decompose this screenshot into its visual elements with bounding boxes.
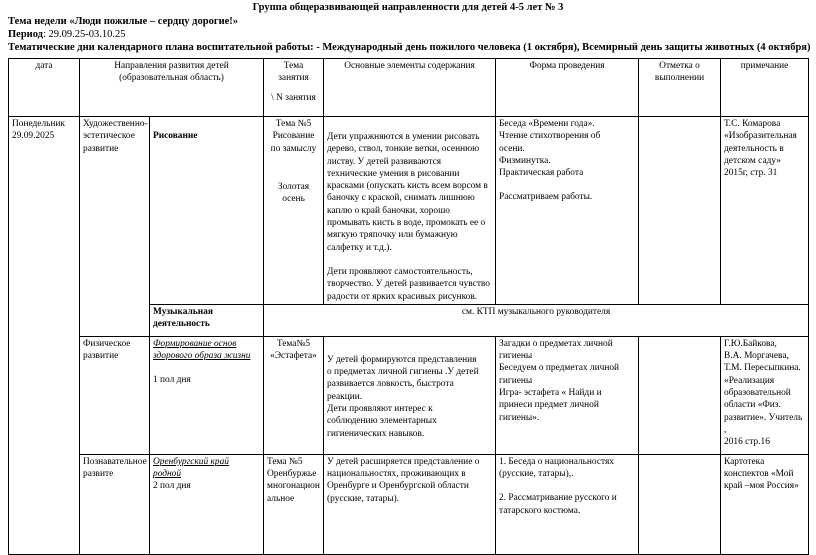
note-cog-l3: край –моя Россия» bbox=[724, 481, 799, 492]
form-art-l6: Рассматриваем работы. bbox=[499, 192, 593, 203]
form-phys-l6: принеси предмет личной bbox=[499, 400, 599, 411]
note-phys-l1: Г.Ю.Байкова, bbox=[724, 338, 777, 349]
form-art-l4: Физминутка. bbox=[499, 155, 551, 166]
activity-phys-l3: 1 пол дня bbox=[153, 375, 191, 386]
content-art-l1: Дети упражняются в умении рисовать bbox=[327, 132, 480, 142]
activity-cog-l1: Оренбургский край bbox=[153, 456, 229, 467]
form-art-l3: осени. bbox=[499, 143, 525, 154]
music-note-text: см. КТП музыкального руководителя bbox=[461, 306, 611, 317]
content-cog-l1: У детей расширяется представление о bbox=[327, 456, 480, 467]
note-cog-l1: Картотека bbox=[724, 456, 765, 467]
day-date: 29.09.2025 bbox=[12, 131, 55, 142]
row-cog bbox=[9, 454, 809, 554]
form-cog-l2: (русские, татары),. bbox=[499, 469, 574, 480]
form-cog-l4: татарского костюма. bbox=[499, 505, 581, 516]
area-phys bbox=[80, 336, 150, 454]
note-art bbox=[721, 117, 809, 305]
activity-cog-l2: родной bbox=[153, 469, 182, 480]
content-art-l13: радости от ярких красивых рисунков. bbox=[327, 291, 478, 302]
col-date-label: дата bbox=[35, 61, 53, 71]
activity-phys-l2: здорового образа жизни bbox=[153, 351, 251, 362]
note-phys-l4: «Реализация bbox=[724, 375, 775, 386]
topic-phys-l2: «Эстафета» bbox=[270, 351, 317, 362]
content-phys-l2: о предметах личной гигиены .У детей bbox=[327, 367, 479, 378]
topic-cog-l1: Тема №5 bbox=[267, 456, 303, 467]
row-art bbox=[9, 117, 809, 305]
content-phys-l7: гигиенических навыков. bbox=[327, 428, 425, 439]
form-art bbox=[496, 117, 639, 305]
form-phys-l7: гигиены». bbox=[499, 412, 540, 423]
note-phys-l3: Т.М. Пересыпкина. bbox=[724, 363, 801, 374]
col-direction-l2: (образовательная область) bbox=[119, 73, 224, 84]
form-art-l1: Беседа «Времени года». bbox=[499, 119, 595, 129]
mark-phys bbox=[639, 336, 721, 454]
col-topic bbox=[264, 59, 324, 117]
content-art-l9: мягкую тряпочку или бумажную bbox=[327, 230, 458, 241]
content-cog-l3: Оренбурге и Оренбургской области bbox=[327, 481, 469, 492]
note-art-l2: «Изобразительная bbox=[724, 131, 797, 142]
title-text: Группа общеразвивающей направленности для детей 4-5 лет № 3 bbox=[252, 2, 564, 13]
activity-phys bbox=[150, 336, 264, 454]
content-art-l6: баночку с краской, снимать лишнюю bbox=[327, 193, 475, 204]
col-topic-l3: \ N занятия bbox=[271, 92, 316, 103]
content-art bbox=[324, 117, 496, 305]
area-art-l2: эстетическое bbox=[83, 131, 135, 142]
activity-music bbox=[150, 304, 264, 336]
content-art-l7: каплю о край баночки, хорошо bbox=[327, 205, 450, 216]
week-value: «Люди пожилые – сердцу дорогие!» bbox=[69, 16, 239, 27]
activity-cog-l3: 2 пол дня bbox=[153, 481, 191, 492]
col-form bbox=[496, 59, 639, 117]
note-cog-l2: конспектов «Мой bbox=[724, 469, 794, 480]
activity-music-l1: Музыкальная bbox=[153, 306, 213, 317]
note-art-l3: деятельность в bbox=[724, 143, 784, 154]
content-art-l8: промывать кисть в воде, промокать ее о bbox=[327, 218, 486, 229]
note-phys-l8: 2016 стр.16 bbox=[724, 437, 770, 448]
topic-cog-l4: альное bbox=[267, 493, 295, 504]
note-art-l5: 2015г, стр. 31 bbox=[724, 168, 778, 179]
area-cog bbox=[80, 454, 150, 554]
themes-label: Тематические дни календарного плана воспитательной работы: bbox=[8, 42, 314, 53]
col-form-label: Форма проведения bbox=[529, 61, 605, 71]
topic-cog-l3: многонацион bbox=[267, 481, 320, 492]
content-art-l4: технические умения в рисовании bbox=[327, 168, 460, 179]
content-cog-l4: (русские, татары). bbox=[327, 493, 400, 504]
note-phys bbox=[721, 336, 809, 454]
col-note-label: примечание bbox=[740, 61, 789, 71]
page-title bbox=[0, 2, 816, 13]
activity-music-l2: деятельность bbox=[153, 319, 210, 330]
form-art-l2: Чтение стихотворения об bbox=[499, 131, 601, 142]
area-phys-l2: развитие bbox=[83, 351, 119, 362]
content-art-l10: салфетку и т.д.). bbox=[327, 242, 392, 253]
form-phys-l2: гигиены bbox=[499, 351, 533, 362]
form-phys bbox=[496, 336, 639, 454]
content-phys-l4: реакции. bbox=[327, 391, 363, 402]
topic-phys-l1: Тема№5 bbox=[276, 338, 311, 349]
topic-cog-l2: Оренбуржье bbox=[267, 469, 317, 480]
day-cell bbox=[9, 117, 80, 555]
content-art-l11: Дети проявляют самостоятельность, bbox=[327, 266, 473, 277]
activity-cog bbox=[150, 454, 264, 554]
topic-cog bbox=[264, 454, 324, 554]
content-cog bbox=[324, 454, 496, 554]
col-topic-l1: Тема bbox=[283, 61, 304, 71]
period-line bbox=[8, 29, 126, 40]
note-phys-l5: образовательной bbox=[724, 388, 791, 399]
content-art-l5: красками (опускать кисть всем ворсом в bbox=[327, 181, 488, 192]
music-note bbox=[264, 304, 809, 336]
mark-art bbox=[639, 117, 721, 305]
note-cog bbox=[721, 454, 809, 554]
form-art-l5: Практическая работа bbox=[499, 168, 584, 179]
header-row bbox=[9, 59, 809, 117]
col-mark-l2: выполнении bbox=[654, 73, 705, 84]
form-phys-l5: Игра- эстафета « Найди и bbox=[499, 388, 602, 399]
area-art-l1: Художественно- bbox=[83, 119, 148, 129]
mark-cog bbox=[639, 454, 721, 554]
content-phys-l5: Дети проявляют интерес к bbox=[327, 404, 433, 415]
col-direction-l1: Направления развития детей bbox=[114, 61, 229, 71]
form-phys-l3: Беседуем о предметах личной bbox=[499, 363, 620, 374]
note-phys-l6: области «Физ. bbox=[724, 400, 781, 411]
content-art-l12: творчество. У детей развивается чувство bbox=[327, 279, 490, 290]
activity-art-label: Рисование bbox=[153, 131, 198, 141]
content-phys-l3: развивается ловкость, быстрота bbox=[327, 379, 454, 390]
topic-art-l4: Золотая bbox=[277, 181, 310, 192]
note-phys-l7: развитие». Учитель , bbox=[724, 412, 803, 435]
activity-art bbox=[150, 117, 264, 305]
content-phys bbox=[324, 336, 496, 454]
themes-value: - Международный день пожилого человека (1 октября), Всемирный день защиты животных (4 октября) bbox=[313, 42, 811, 53]
note-art-l1: Т.С. Комарова bbox=[724, 119, 781, 129]
form-cog-l3: 2. Рассматривание русского и bbox=[499, 493, 617, 504]
period-value: : 29.09.25-03.10.25 bbox=[42, 29, 126, 40]
activity-phys-l1: Формирование основ bbox=[153, 338, 237, 349]
topic-art-l3: по замыслу bbox=[270, 143, 317, 154]
content-phys-l1: У детей формируются представления bbox=[327, 354, 477, 365]
form-phys-l4: гигиены bbox=[499, 375, 533, 386]
row-phys bbox=[9, 336, 809, 454]
col-direction bbox=[80, 59, 264, 117]
content-art-l3: листву. У детей развиваются bbox=[327, 156, 442, 167]
col-mark bbox=[639, 59, 721, 117]
form-cog bbox=[496, 454, 639, 554]
area-cog-l2: развите bbox=[83, 469, 114, 480]
area-art-l3: развитие bbox=[83, 143, 119, 154]
topic-art bbox=[264, 117, 324, 305]
col-mark-l1: Отметка о bbox=[659, 61, 700, 71]
content-phys-l6: соблюдению элементарных bbox=[327, 416, 437, 427]
themes-line bbox=[8, 42, 810, 53]
topic-phys bbox=[264, 336, 324, 454]
area-phys-l1: Физическое bbox=[83, 338, 131, 349]
week-line bbox=[8, 16, 238, 27]
topic-art-l2: Рисование bbox=[272, 131, 315, 142]
area-art bbox=[80, 117, 150, 337]
topic-art-l5: осень bbox=[282, 194, 305, 205]
form-cog-l1: 1. Беседа о национальностях bbox=[499, 456, 614, 467]
form-phys-l1: Загадки о предметах личной bbox=[499, 338, 613, 349]
note-art-l4: детском саду» bbox=[724, 155, 781, 166]
content-art-l2: дерево, ствол, тонкие ветки, осеннюю bbox=[327, 144, 480, 155]
col-date bbox=[9, 59, 80, 117]
day-name: Понедельник bbox=[12, 119, 65, 129]
col-content bbox=[324, 59, 496, 117]
col-note bbox=[721, 59, 809, 117]
col-content-label: Основные элементы содержания bbox=[344, 61, 475, 71]
area-cog-l1: Познавательное bbox=[83, 456, 147, 467]
topic-art-l1: Тема №5 bbox=[275, 119, 312, 129]
period-label: Период bbox=[8, 29, 43, 40]
note-phys-l2: В.А. Моргачева, bbox=[724, 351, 789, 362]
col-topic-l2: занятия bbox=[278, 73, 309, 84]
content-cog-l2: национальностях, проживающих в bbox=[327, 469, 466, 480]
week-label: Тема недели bbox=[8, 16, 67, 27]
plan-table bbox=[8, 58, 809, 555]
